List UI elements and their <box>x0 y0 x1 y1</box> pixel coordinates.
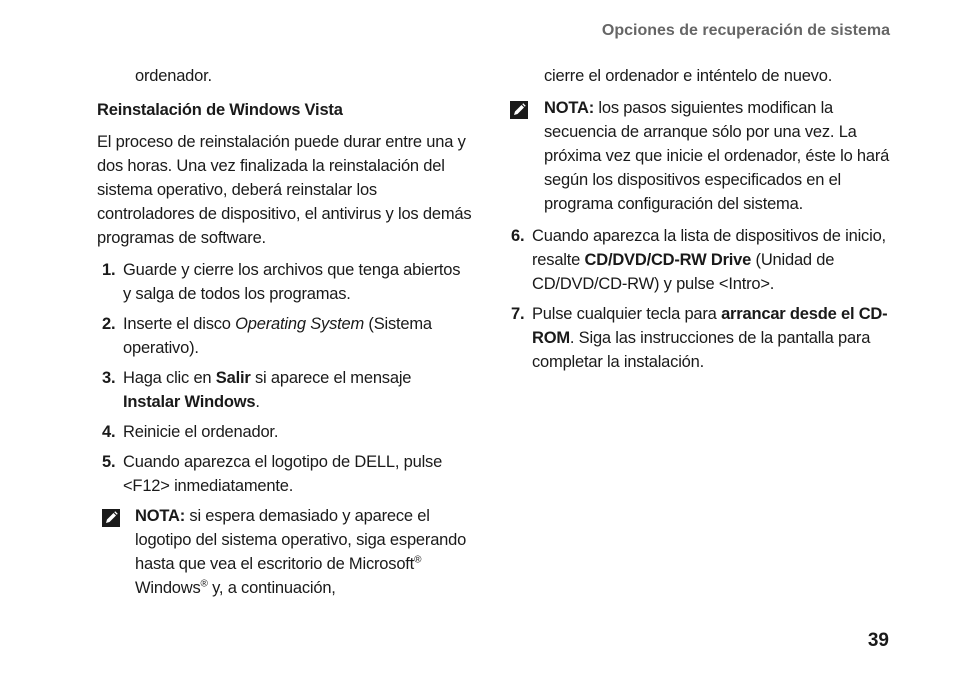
disk-name: Operating System <box>235 315 365 333</box>
page-number: 39 <box>867 630 889 651</box>
registered-mark: ® <box>414 554 422 566</box>
step-text <box>532 305 887 371</box>
note-pencil-icon <box>102 509 120 527</box>
step-text-part: Pulse cualquier tecla para <box>532 305 722 323</box>
note-text-part: si espera demasiado y aparece el logotipo del sistema operativo, siga esperando hasta que vea el escritorio de Microsoft <box>135 507 467 573</box>
steps-list <box>97 258 472 498</box>
note-block <box>97 504 472 600</box>
step-text: Guarde y cierre los archivos que tenga abiertos y salga de todos los programas. <box>123 261 461 303</box>
registered-mark: ® <box>200 578 208 590</box>
bold-term: arrancar desde el CD-ROM <box>532 305 888 347</box>
step-number: 7. <box>511 305 525 323</box>
step-text <box>123 315 432 357</box>
intro-paragraph: El proceso de reinstalación puede durar entre una y dos horas. Una vez finalizada la reinstalación del sistema operativo, deberá reinstalar los controladores de dispositivo, el antivirus y los demás programas de software. <box>97 133 472 247</box>
step-number: 4. <box>102 423 116 441</box>
note-text <box>135 507 466 597</box>
note-text <box>544 99 889 213</box>
note-label: NOTA: <box>544 99 595 117</box>
note-label: NOTA: <box>135 507 186 525</box>
step-text <box>123 369 411 411</box>
step-text <box>532 227 886 293</box>
step-text-part: . Siga las instrucciones de la pantalla para completar la instalación. <box>532 329 871 371</box>
bold-term: Salir <box>215 369 251 387</box>
step-text-part: . <box>255 393 260 411</box>
step-text-part: Haga clic en <box>123 369 216 387</box>
step-number: 3. <box>102 369 116 387</box>
step-2 <box>97 312 472 360</box>
step-number: 2. <box>102 315 116 333</box>
step-7 <box>508 302 893 374</box>
step-1 <box>97 258 472 306</box>
step-number: 6. <box>511 227 525 245</box>
note-block <box>508 96 893 216</box>
step-5 <box>97 450 472 498</box>
note-text-part: y, a continuación, <box>207 579 336 597</box>
continued-text: ordenador. <box>135 67 212 85</box>
step-text-part: (Sistema operativo). <box>123 315 432 357</box>
step-3 <box>97 366 472 414</box>
note-text-part: Windows <box>135 579 201 597</box>
continued-text: cierre el ordenador e inténtelo de nuevo. <box>544 67 833 85</box>
steps-list <box>508 224 893 374</box>
step-number: 1. <box>102 261 116 279</box>
bold-term: CD/DVD/CD-RW Drive <box>584 251 752 269</box>
left-column <box>97 64 472 600</box>
note-text-part: los pasos siguientes modifican la secuencia de arranque sólo por una vez. La próxima vez que inicie el ordenador, éste lo hará según los dispositivos especificados en el programa configuración del sistema. <box>544 99 890 213</box>
step-text-part: si aparece el mensaje <box>250 369 412 387</box>
note-pencil-icon <box>510 101 528 119</box>
step-text-part: Cuando aparezca la lista de dispositivos de inicio, resalte <box>532 227 886 269</box>
step-text-part: (Unidad de CD/DVD/CD-RW) y pulse <Intro>. <box>532 251 835 293</box>
page-header-title: Opciones de recuperación de sistema <box>601 22 890 39</box>
step-number: 5. <box>102 453 116 471</box>
step-4 <box>97 420 472 444</box>
bold-term: Instalar Windows <box>123 393 256 411</box>
step-text: Cuando aparezca el logotipo de DELL, pulse <F12> inmediatamente. <box>123 453 443 495</box>
section-title: Reinstalación de Windows Vista <box>97 101 343 119</box>
right-column <box>508 64 893 380</box>
step-text-part: Inserte el disco <box>123 315 236 333</box>
step-6 <box>508 224 893 296</box>
step-text: Reinicie el ordenador. <box>123 423 279 441</box>
